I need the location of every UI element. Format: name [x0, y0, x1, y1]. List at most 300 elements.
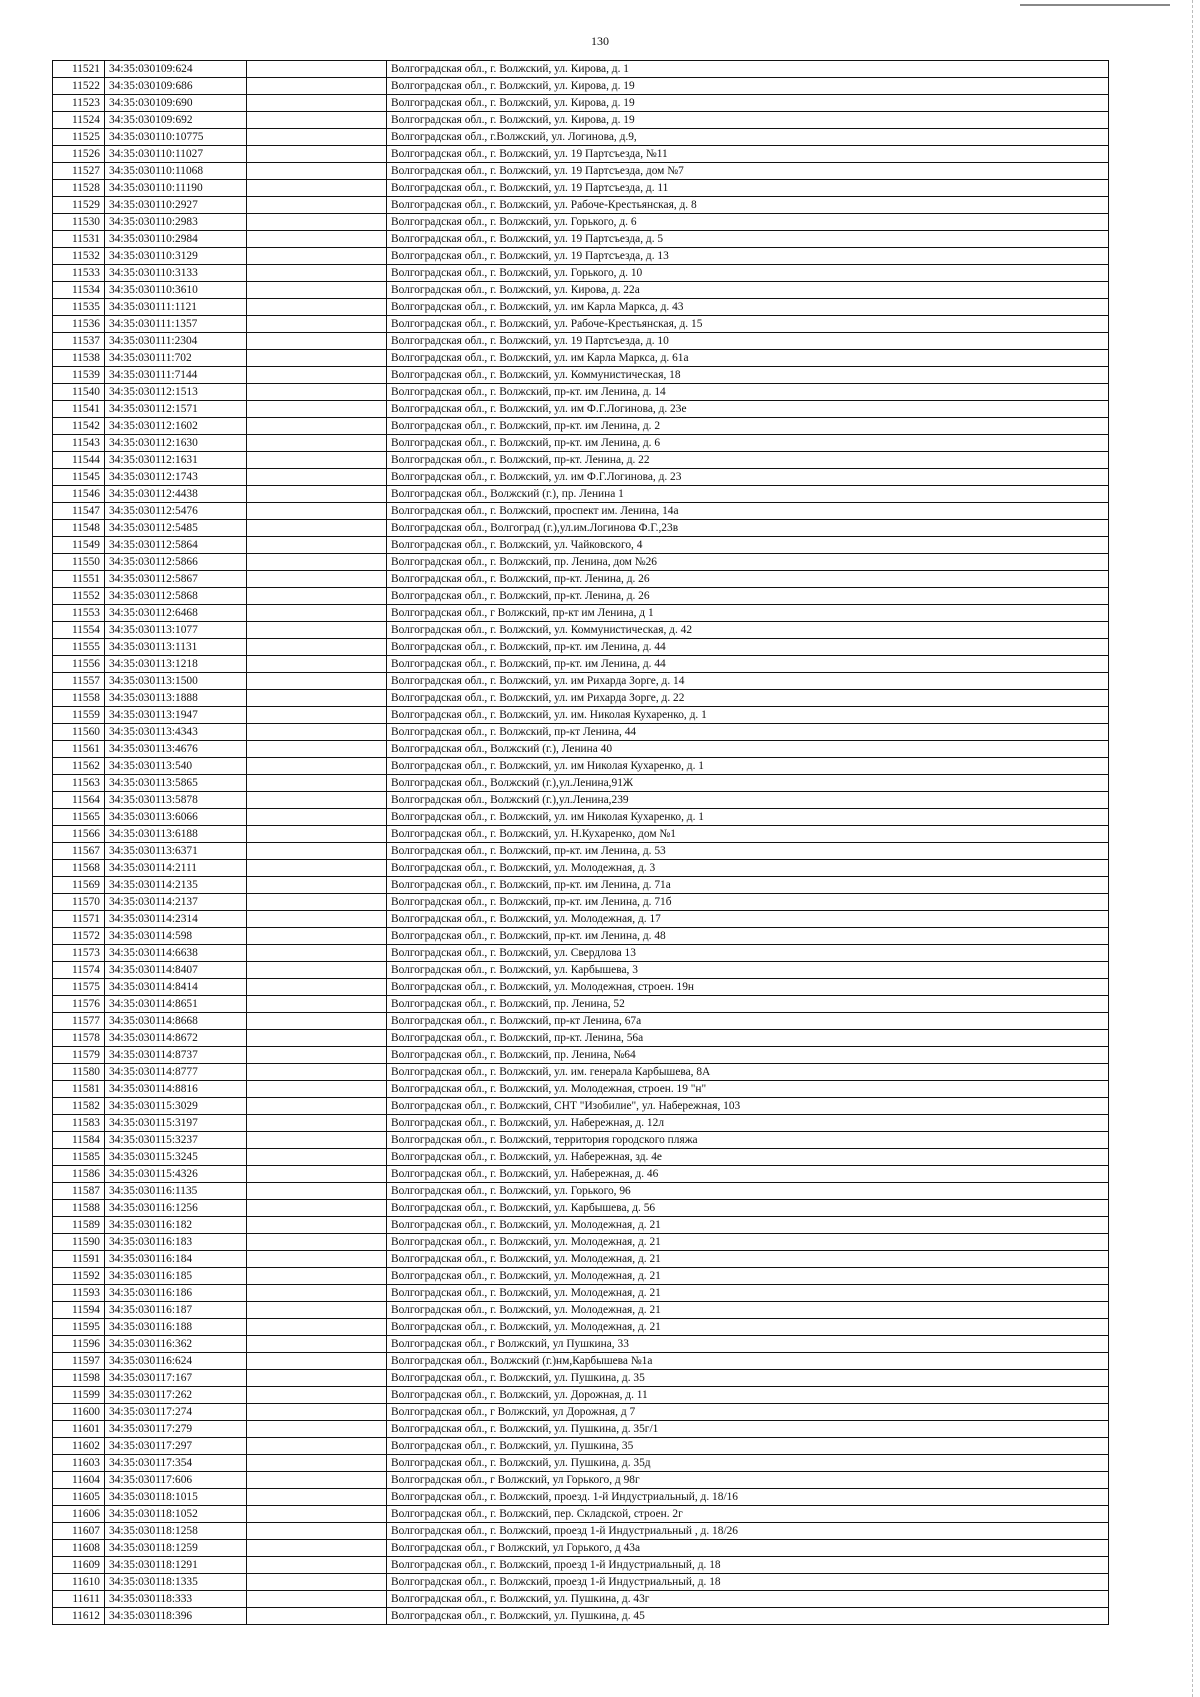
cadastral-number: 34:35:030112:5476 [105, 503, 247, 520]
address: Волгоградская обл., г. Волжский, ул. Коммунистическая, 18 [387, 367, 1109, 384]
row-number: 11549 [53, 537, 105, 554]
empty-cell [247, 1506, 387, 1523]
cadastral-number: 34:35:030113:1218 [105, 656, 247, 673]
address: Волгоградская обл., г. Волжский, пр-кт. Ленина, 56а [387, 1030, 1109, 1047]
table-row [53, 1591, 1109, 1608]
cadastral-number: 34:35:030109:624 [105, 61, 247, 78]
empty-cell [247, 1557, 387, 1574]
empty-cell [247, 1030, 387, 1047]
row-number: 11605 [53, 1489, 105, 1506]
table-row [53, 1047, 1109, 1064]
cadastral-number: 34:35:030116:187 [105, 1302, 247, 1319]
address: Волгоградская обл., г. Волжский, пр. Ленина, №64 [387, 1047, 1109, 1064]
table-row [53, 809, 1109, 826]
empty-cell [247, 469, 387, 486]
address: Волгоградская обл., г.Волжский, ул. Логинова, д.9, [387, 129, 1109, 146]
empty-cell [247, 962, 387, 979]
address: Волгоградская обл., г. Волжский, ул. Кирова, д. 1 [387, 61, 1109, 78]
table-row [53, 945, 1109, 962]
scan-edge-right [1192, 0, 1193, 1697]
empty-cell [247, 265, 387, 282]
row-number: 11542 [53, 418, 105, 435]
cadastral-number: 34:35:030116:184 [105, 1251, 247, 1268]
table-row [53, 61, 1109, 78]
address: Волгоградская обл., г. Волжский, ул. Набережная, зд. 4е [387, 1149, 1109, 1166]
empty-cell [247, 316, 387, 333]
row-number: 11552 [53, 588, 105, 605]
cadastral-number: 34:35:030112:5485 [105, 520, 247, 537]
cadastral-number: 34:35:030113:1131 [105, 639, 247, 656]
empty-cell [247, 231, 387, 248]
address: Волгоградская обл., Волжский (г.), пр. Ленина 1 [387, 486, 1109, 503]
address: Волгоградская обл., г. Волжский, ул. Кирова, д. 19 [387, 78, 1109, 95]
table-row [53, 758, 1109, 775]
row-number: 11587 [53, 1183, 105, 1200]
row-number: 11573 [53, 945, 105, 962]
table-row [53, 163, 1109, 180]
cadastral-number: 34:35:030112:1571 [105, 401, 247, 418]
table-row [53, 1438, 1109, 1455]
table-row [53, 452, 1109, 469]
row-number: 11602 [53, 1438, 105, 1455]
cadastral-number: 34:35:030117:262 [105, 1387, 247, 1404]
cadastral-number: 34:35:030115:3029 [105, 1098, 247, 1115]
row-number: 11526 [53, 146, 105, 163]
table-row [53, 1319, 1109, 1336]
address: Волгоградская обл., г. Волжский, ул. им Николая Кухаренко, д. 1 [387, 758, 1109, 775]
empty-cell [247, 571, 387, 588]
address: Волгоградская обл., г. Волжский, ул. 19 Партсъезда, д. 10 [387, 333, 1109, 350]
address: Волгоградская обл., г. Волжский, ул. Набережная, д. 46 [387, 1166, 1109, 1183]
empty-cell [247, 554, 387, 571]
table-row [53, 248, 1109, 265]
address: Волгоградская обл., г. Волжский, ул. Молодежная, строен. 19 "н" [387, 1081, 1109, 1098]
table-row [53, 843, 1109, 860]
cadastral-number: 34:35:030112:1743 [105, 469, 247, 486]
empty-cell [247, 1472, 387, 1489]
address: Волгоградская обл., г Волжский, ул Горького, д 98г [387, 1472, 1109, 1489]
cadastral-number: 34:35:030110:2983 [105, 214, 247, 231]
row-number: 11563 [53, 775, 105, 792]
address: Волгоградская обл., г. Волжский, ул. Молодежная, д. 21 [387, 1268, 1109, 1285]
address: Волгоградская обл., г. Волжский, ул. 19 Партсъезда, №11 [387, 146, 1109, 163]
address: Волгоградская обл., г. Волжский, ул. Свердлова 13 [387, 945, 1109, 962]
empty-cell [247, 452, 387, 469]
address: Волгоградская обл., г. Волжский, ул. им Ф.Г.Логинова, д. 23е [387, 401, 1109, 418]
table-row [53, 1217, 1109, 1234]
address: Волгоградская обл., г. Волжский, ул. Молодежная, д. 21 [387, 1217, 1109, 1234]
cadastral-number: 34:35:030114:8672 [105, 1030, 247, 1047]
table-row [53, 996, 1109, 1013]
cadastral-number: 34:35:030116:1256 [105, 1200, 247, 1217]
row-number: 11585 [53, 1149, 105, 1166]
cadastral-number: 34:35:030114:2314 [105, 911, 247, 928]
cadastral-number: 34:35:030110:11190 [105, 180, 247, 197]
table-row [53, 1081, 1109, 1098]
row-number: 11537 [53, 333, 105, 350]
row-number: 11593 [53, 1285, 105, 1302]
empty-cell [247, 367, 387, 384]
cadastral-number: 34:35:030113:1500 [105, 673, 247, 690]
row-number: 11590 [53, 1234, 105, 1251]
empty-cell [247, 809, 387, 826]
table-row [53, 1285, 1109, 1302]
row-number: 11528 [53, 180, 105, 197]
address: Волгоградская обл., г. Волжский, ул. Кирова, д. 19 [387, 112, 1109, 129]
cadastral-number: 34:35:030118:1052 [105, 1506, 247, 1523]
address: Волгоградская обл., г. Волжский, пр-кт. им Ленина, д. 6 [387, 435, 1109, 452]
address: Волгоградская обл., г. Волжский, ул. Набережная, д. 12л [387, 1115, 1109, 1132]
empty-cell [247, 792, 387, 809]
cadastral-number: 34:35:030112:5864 [105, 537, 247, 554]
table-row [53, 724, 1109, 741]
empty-cell [247, 435, 387, 452]
row-number: 11551 [53, 571, 105, 588]
cadastral-number: 34:35:030113:4676 [105, 741, 247, 758]
empty-cell [247, 1047, 387, 1064]
empty-cell [247, 214, 387, 231]
empty-cell [247, 1591, 387, 1608]
cadastral-number: 34:35:030117:297 [105, 1438, 247, 1455]
cadastral-number: 34:35:030114:8651 [105, 996, 247, 1013]
table-row [53, 1251, 1109, 1268]
table-row [53, 1200, 1109, 1217]
cadastral-number: 34:35:030114:8816 [105, 1081, 247, 1098]
address: Волгоградская обл., г. Волжский, ул. Молодежная, д. 21 [387, 1302, 1109, 1319]
empty-cell [247, 112, 387, 129]
row-number: 11560 [53, 724, 105, 741]
row-number: 11568 [53, 860, 105, 877]
empty-cell [247, 843, 387, 860]
address: Волгоградская обл., г. Волжский, ул. Дорожная, д. 11 [387, 1387, 1109, 1404]
table-row [53, 1098, 1109, 1115]
row-number: 11523 [53, 95, 105, 112]
scan-edge-mark [1020, 4, 1170, 6]
address: Волгоградская обл., г. Волжский, ул. Горького, 96 [387, 1183, 1109, 1200]
empty-cell [247, 826, 387, 843]
cadastral-number: 34:35:030112:4438 [105, 486, 247, 503]
cadastral-number: 34:35:030112:5867 [105, 571, 247, 588]
row-number: 11575 [53, 979, 105, 996]
cadastral-number: 34:35:030114:2137 [105, 894, 247, 911]
table-row [53, 197, 1109, 214]
row-number: 11534 [53, 282, 105, 299]
cadastral-number: 34:35:030112:1631 [105, 452, 247, 469]
cadastral-number: 34:35:030116:1135 [105, 1183, 247, 1200]
address: Волгоградская обл., г. Волжский, ул. Горького, д. 6 [387, 214, 1109, 231]
table-row [53, 894, 1109, 911]
cadastral-number: 34:35:030113:540 [105, 758, 247, 775]
empty-cell [247, 418, 387, 435]
address: Волгоградская обл., г. Волжский, ул. Карбышева, 3 [387, 962, 1109, 979]
address: Волгоградская обл., г. Волжский, СНТ "Изобилие", ул. Набережная, 103 [387, 1098, 1109, 1115]
table-row [53, 299, 1109, 316]
cadastral-number: 34:35:030114:2111 [105, 860, 247, 877]
address: Волгоградская обл., г. Волжский, ул. Чайковского, 4 [387, 537, 1109, 554]
address: Волгоградская обл., г. Волжский, ул. Молодежная, д. 21 [387, 1319, 1109, 1336]
table-row [53, 911, 1109, 928]
cadastral-number: 34:35:030112:6468 [105, 605, 247, 622]
address: Волгоградская обл., г. Волжский, ул. Молодежная, строен. 19н [387, 979, 1109, 996]
empty-cell [247, 401, 387, 418]
row-number: 11539 [53, 367, 105, 384]
row-number: 11570 [53, 894, 105, 911]
row-number: 11612 [53, 1608, 105, 1625]
empty-cell [247, 588, 387, 605]
row-number: 11558 [53, 690, 105, 707]
table-row [53, 554, 1109, 571]
cadastral-number: 34:35:030111:702 [105, 350, 247, 367]
row-number: 11589 [53, 1217, 105, 1234]
row-number: 11583 [53, 1115, 105, 1132]
row-number: 11584 [53, 1132, 105, 1149]
address: Волгоградская обл., г. Волжский, проезд. 1-й Индустриальный, д. 18/16 [387, 1489, 1109, 1506]
cadastral-number: 34:35:030116:183 [105, 1234, 247, 1251]
row-number: 11586 [53, 1166, 105, 1183]
row-number: 11592 [53, 1268, 105, 1285]
address: Волгоградская обл., г. Волжский, пр-кт. им Ленина, д. 44 [387, 656, 1109, 673]
cadastral-number: 34:35:030116:186 [105, 1285, 247, 1302]
table-row [53, 673, 1109, 690]
table-row [53, 214, 1109, 231]
address: Волгоградская обл., г. Волжский, пр-кт. им Ленина, д. 14 [387, 384, 1109, 401]
cadastral-number: 34:35:030110:2984 [105, 231, 247, 248]
address: Волгоградская обл., г. Волжский, ул. Пушкина, д. 35 [387, 1370, 1109, 1387]
row-number: 11522 [53, 78, 105, 95]
cadastral-number: 34:35:030113:5878 [105, 792, 247, 809]
cadastral-number: 34:35:030110:2927 [105, 197, 247, 214]
table-row [53, 1387, 1109, 1404]
table-row [53, 1268, 1109, 1285]
empty-cell [247, 911, 387, 928]
row-number: 11531 [53, 231, 105, 248]
cadastral-number: 34:35:030112:1630 [105, 435, 247, 452]
cadastral-number: 34:35:030116:188 [105, 1319, 247, 1336]
cadastral-number: 34:35:030113:1947 [105, 707, 247, 724]
address: Волгоградская обл., г. Волжский, ул. 19 Партсъезда, д. 13 [387, 248, 1109, 265]
row-number: 11578 [53, 1030, 105, 1047]
table-row [53, 401, 1109, 418]
table-row [53, 741, 1109, 758]
row-number: 11591 [53, 1251, 105, 1268]
row-number: 11571 [53, 911, 105, 928]
cadastral-number: 34:35:030115:3237 [105, 1132, 247, 1149]
table-row [53, 537, 1109, 554]
row-number: 11579 [53, 1047, 105, 1064]
row-number: 11559 [53, 707, 105, 724]
empty-cell [247, 1336, 387, 1353]
row-number: 11538 [53, 350, 105, 367]
empty-cell [247, 1149, 387, 1166]
row-number: 11569 [53, 877, 105, 894]
address: Волгоградская обл., г. Волжский, пер. Складской, строен. 2г [387, 1506, 1109, 1523]
cadastral-number: 34:35:030109:692 [105, 112, 247, 129]
cadastral-number: 34:35:030115:4326 [105, 1166, 247, 1183]
row-number: 11543 [53, 435, 105, 452]
registry-table-body [53, 61, 1109, 1625]
cadastral-number: 34:35:030113:6371 [105, 843, 247, 860]
cadastral-number: 34:35:030117:606 [105, 1472, 247, 1489]
table-row [53, 860, 1109, 877]
cadastral-number: 34:35:030115:3245 [105, 1149, 247, 1166]
empty-cell [247, 1438, 387, 1455]
address: Волгоградская обл., г Волжский, пр-кт им Ленина, д 1 [387, 605, 1109, 622]
table-row [53, 1421, 1109, 1438]
address: Волгоградская обл., Волжский (г.),ул.Ленина,91Ж [387, 775, 1109, 792]
row-number: 11596 [53, 1336, 105, 1353]
row-number: 11611 [53, 1591, 105, 1608]
table-row [53, 435, 1109, 452]
cadastral-number: 34:35:030117:279 [105, 1421, 247, 1438]
table-row [53, 1166, 1109, 1183]
table-row [53, 1064, 1109, 1081]
cadastral-number: 34:35:030117:167 [105, 1370, 247, 1387]
table-row [53, 520, 1109, 537]
cadastral-number: 34:35:030115:3197 [105, 1115, 247, 1132]
cadastral-number: 34:35:030110:3129 [105, 248, 247, 265]
empty-cell [247, 1200, 387, 1217]
table-row [53, 350, 1109, 367]
address: Волгоградская обл., г. Волжский, ул. Молодежная, д. 21 [387, 1234, 1109, 1251]
address: Волгоградская обл., г. Волжский, ул. 19 Партсъезда, д. 11 [387, 180, 1109, 197]
cadastral-number: 34:35:030114:2135 [105, 877, 247, 894]
cadastral-number: 34:35:030113:5865 [105, 775, 247, 792]
empty-cell [247, 860, 387, 877]
empty-cell [247, 1489, 387, 1506]
cadastral-number: 34:35:030118:1335 [105, 1574, 247, 1591]
table-row [53, 1370, 1109, 1387]
empty-cell [247, 1523, 387, 1540]
table-row [53, 503, 1109, 520]
address: Волгоградская обл., г. Волжский, ул. Молодежная, д. 17 [387, 911, 1109, 928]
table-row [53, 112, 1109, 129]
table-row [53, 384, 1109, 401]
table-row [53, 1608, 1109, 1625]
address: Волгоградская обл., г. Волжский, ул. Молодежная, д. 3 [387, 860, 1109, 877]
cadastral-number: 34:35:030111:7144 [105, 367, 247, 384]
empty-cell [247, 1404, 387, 1421]
row-number: 11561 [53, 741, 105, 758]
address: Волгоградская обл., г. Волжский, пр-кт. Ленина, д. 26 [387, 588, 1109, 605]
address: Волгоградская обл., г. Волжский, ул. им Карла Маркса, д. 61а [387, 350, 1109, 367]
address: Волгоградская обл., г. Волжский, ул. Горького, д. 10 [387, 265, 1109, 282]
address: Волгоградская обл., г. Волжский, пр-кт. Ленина, д. 22 [387, 452, 1109, 469]
cadastral-number: 34:35:030116:624 [105, 1353, 247, 1370]
empty-cell [247, 1608, 387, 1625]
cadastral-number: 34:35:030110:3133 [105, 265, 247, 282]
address: Волгоградская обл., г. Волжский, пр-кт. им Ленина, д. 2 [387, 418, 1109, 435]
row-number: 11576 [53, 996, 105, 1013]
address: Волгоградская обл., г. Волжский, пр-кт. им Ленина, д. 71б [387, 894, 1109, 911]
cadastral-number: 34:35:030110:11027 [105, 146, 247, 163]
row-number: 11582 [53, 1098, 105, 1115]
address: Волгоградская обл., г. Волжский, территория городского пляжа [387, 1132, 1109, 1149]
address: Волгоградская обл., г. Волжский, ул. Пушкина, д. 45 [387, 1608, 1109, 1625]
cadastral-number: 34:35:030114:8414 [105, 979, 247, 996]
row-number: 11597 [53, 1353, 105, 1370]
address: Волгоградская обл., г. Волжский, ул. 19 Партсъезда, д. 5 [387, 231, 1109, 248]
table-row [53, 265, 1109, 282]
address: Волгоградская обл., г. Волжский, проспект им. Ленина, 14а [387, 503, 1109, 520]
empty-cell [247, 741, 387, 758]
empty-cell [247, 248, 387, 265]
row-number: 11530 [53, 214, 105, 231]
empty-cell [247, 1353, 387, 1370]
cadastral-number: 34:35:030109:686 [105, 78, 247, 95]
empty-cell [247, 894, 387, 911]
address: Волгоградская обл., г. Волжский, проезд 1-й Индустриальный, д. 18 [387, 1574, 1109, 1591]
table-row [53, 1404, 1109, 1421]
address: Волгоградская обл., г. Волжский, ул. 19 Партсъезда, дом №7 [387, 163, 1109, 180]
table-row [53, 1353, 1109, 1370]
address: Волгоградская обл., г. Волжский, ул. Коммунистическая, д. 42 [387, 622, 1109, 639]
table-row [53, 1540, 1109, 1557]
row-number: 11545 [53, 469, 105, 486]
table-row [53, 1489, 1109, 1506]
cadastral-number: 34:35:030113:4343 [105, 724, 247, 741]
row-number: 11550 [53, 554, 105, 571]
table-row [53, 1234, 1109, 1251]
cadastral-number: 34:35:030110:3610 [105, 282, 247, 299]
address: Волгоградская обл., г. Волжский, ул. Рабоче-Крестьянская, д. 15 [387, 316, 1109, 333]
empty-cell [247, 758, 387, 775]
row-number: 11541 [53, 401, 105, 418]
table-row [53, 1523, 1109, 1540]
row-number: 11580 [53, 1064, 105, 1081]
empty-cell [247, 1115, 387, 1132]
table-row [53, 282, 1109, 299]
table-row [53, 639, 1109, 656]
row-number: 11581 [53, 1081, 105, 1098]
row-number: 11577 [53, 1013, 105, 1030]
empty-cell [247, 1574, 387, 1591]
empty-cell [247, 1455, 387, 1472]
table-row [53, 1030, 1109, 1047]
table-row [53, 95, 1109, 112]
cadastral-number: 34:35:030110:10775 [105, 129, 247, 146]
row-number: 11544 [53, 452, 105, 469]
cadastral-number: 34:35:030112:1513 [105, 384, 247, 401]
page-number: 130 [591, 34, 609, 48]
row-number: 11562 [53, 758, 105, 775]
registry-table [52, 60, 1109, 1625]
table-row [53, 1574, 1109, 1591]
table-row [53, 231, 1109, 248]
cadastral-number: 34:35:030117:354 [105, 1455, 247, 1472]
cadastral-number: 34:35:030116:185 [105, 1268, 247, 1285]
row-number: 11532 [53, 248, 105, 265]
table-row [53, 1149, 1109, 1166]
cadastral-number: 34:35:030112:5866 [105, 554, 247, 571]
row-number: 11524 [53, 112, 105, 129]
empty-cell [247, 1285, 387, 1302]
row-number: 11609 [53, 1557, 105, 1574]
address: Волгоградская обл., г. Волжский, пр-кт. им Ленина, д. 44 [387, 639, 1109, 656]
address: Волгоградская обл., г. Волжский, ул. Кирова, д. 19 [387, 95, 1109, 112]
address: Волгоградская обл., г. Волжский, пр-кт Ленина, 44 [387, 724, 1109, 741]
cadastral-number: 34:35:030114:598 [105, 928, 247, 945]
table-row [53, 775, 1109, 792]
row-number: 11546 [53, 486, 105, 503]
table-row [53, 1336, 1109, 1353]
table-row [53, 180, 1109, 197]
address: Волгоградская обл., г. Волжский, пр-кт. им Ленина, д. 48 [387, 928, 1109, 945]
empty-cell [247, 1268, 387, 1285]
cadastral-number: 34:35:030114:8668 [105, 1013, 247, 1030]
cadastral-number: 34:35:030109:690 [105, 95, 247, 112]
row-number: 11567 [53, 843, 105, 860]
table-row [53, 622, 1109, 639]
